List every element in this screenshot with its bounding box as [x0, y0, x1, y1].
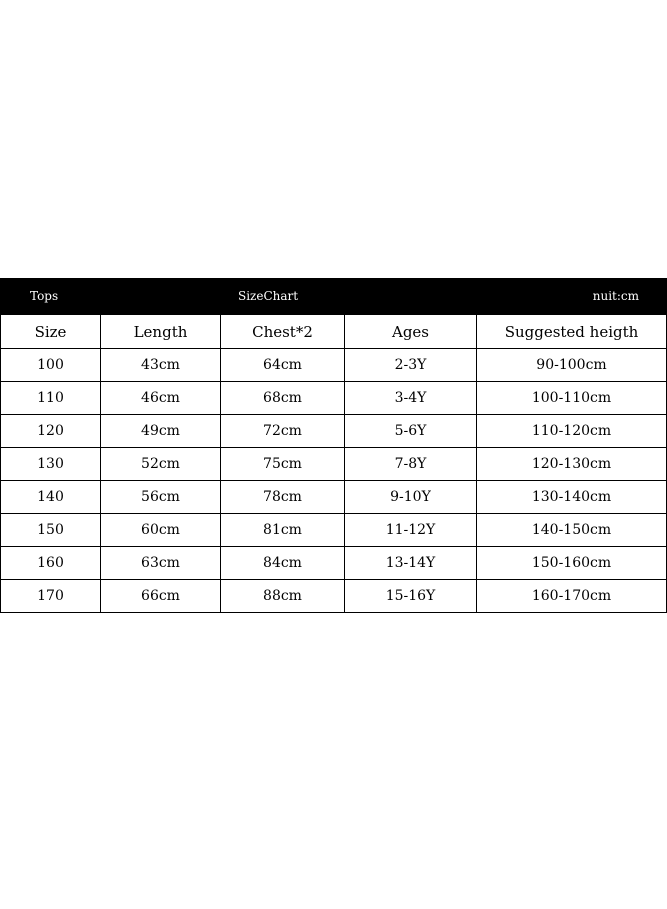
cell-ages: 7-8Y: [345, 448, 477, 481]
cell-chest: 64cm: [221, 349, 345, 382]
cell-height: 150-160cm: [477, 547, 667, 580]
cell-ages: 5-6Y: [345, 415, 477, 448]
column-header-size: Size: [1, 315, 101, 349]
column-header-length: Length: [101, 315, 221, 349]
cell-chest: 81cm: [221, 514, 345, 547]
cell-ages: 15-16Y: [345, 580, 477, 613]
chart-title: SizeChart: [238, 289, 299, 303]
cell-length: 46cm: [101, 382, 221, 415]
cell-chest: 84cm: [221, 547, 345, 580]
cell-length: 63cm: [101, 547, 221, 580]
category-label: Tops: [30, 289, 59, 303]
unit-label: nuit:cm: [592, 289, 639, 303]
cell-height: 100-110cm: [477, 382, 667, 415]
table-row: [1, 547, 667, 580]
cell-length: 49cm: [101, 415, 221, 448]
size-table: [0, 314, 667, 613]
cell-length: 56cm: [101, 481, 221, 514]
table-row: [1, 481, 667, 514]
cell-length: 52cm: [101, 448, 221, 481]
cell-height: 130-140cm: [477, 481, 667, 514]
cell-size: 140: [1, 481, 101, 514]
table-row: [1, 349, 667, 382]
table-row: [1, 514, 667, 547]
cell-size: 100: [1, 349, 101, 382]
cell-chest: 78cm: [221, 481, 345, 514]
cell-ages: 2-3Y: [345, 349, 477, 382]
chart-header-bar: [0, 278, 667, 314]
column-header-ages: Ages: [345, 315, 477, 349]
cell-ages: 11-12Y: [345, 514, 477, 547]
size-chart: [0, 278, 667, 613]
cell-ages: 3-4Y: [345, 382, 477, 415]
cell-length: 60cm: [101, 514, 221, 547]
cell-size: 110: [1, 382, 101, 415]
table-row: [1, 415, 667, 448]
cell-ages: 13-14Y: [345, 547, 477, 580]
cell-size: 150: [1, 514, 101, 547]
cell-chest: 88cm: [221, 580, 345, 613]
cell-size: 120: [1, 415, 101, 448]
cell-height: 120-130cm: [477, 448, 667, 481]
table-header-row: [1, 315, 667, 349]
cell-length: 66cm: [101, 580, 221, 613]
cell-height: 90-100cm: [477, 349, 667, 382]
cell-size: 130: [1, 448, 101, 481]
column-header-chest: Chest*2: [221, 315, 345, 349]
column-header-height: Suggested heigth: [477, 315, 667, 349]
cell-length: 43cm: [101, 349, 221, 382]
cell-ages: 9-10Y: [345, 481, 477, 514]
cell-chest: 72cm: [221, 415, 345, 448]
cell-size: 170: [1, 580, 101, 613]
table-row: [1, 448, 667, 481]
cell-height: 160-170cm: [477, 580, 667, 613]
cell-height: 140-150cm: [477, 514, 667, 547]
table-row: [1, 580, 667, 613]
cell-chest: 68cm: [221, 382, 345, 415]
cell-height: 110-120cm: [477, 415, 667, 448]
table-row: [1, 382, 667, 415]
cell-chest: 75cm: [221, 448, 345, 481]
cell-size: 160: [1, 547, 101, 580]
